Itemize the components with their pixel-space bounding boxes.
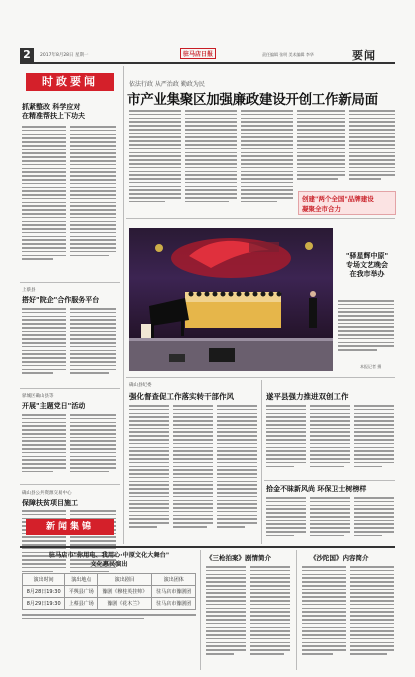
quote-box-line1: 创建"两个全国"品牌建设 [302,195,374,203]
sidebar-article3-kicker: 驿城区确山县等 [22,394,54,399]
sidebar [20,66,120,556]
paper-name: 驻马店日报 [180,48,216,59]
schedule-cell: 驻马店市豫剧团 [152,586,196,598]
photo-divider [126,377,395,378]
sidebar-article3-body-col2 [70,414,116,484]
middle-column-rule [261,380,262,544]
middle-right-body-col3 [354,405,394,477]
schedule-row [23,586,196,598]
photo-caption-body [338,300,394,358]
middle-left-body-col3 [217,405,257,543]
schedule-cell: 上蔡县广场 [65,598,98,610]
quote-box [298,191,396,215]
bottom-band-rule [20,546,395,548]
sidebar-article1-title [22,103,118,121]
lead-body-col3 [241,110,293,214]
schedule-header-cell: 演出地点 [65,574,98,586]
photo-caption [338,252,396,279]
schedule-table [22,573,196,610]
sidebar-article2-body-col2 [70,308,116,386]
bottom-left-title-line2: 文化惠民演出 [90,561,128,568]
bottom-mid-body-col2 [250,566,290,666]
stage-photo [129,228,333,371]
sidebar-divider-2 [20,388,120,389]
schedule-cell: 豫剧《花木兰》 [98,598,152,610]
schedule-note [22,614,196,624]
bottom-right-body-col1 [302,566,346,666]
middle-right-sub-body-col1 [266,497,306,543]
middle-right-title: 遂平县强力推进双创工作 [266,392,349,401]
masthead [0,0,415,62]
middle-left-body-col2 [173,405,213,543]
middle-right-sub-body-col3 [354,497,394,543]
sidebar-article2-title: 搭好"院企"合作服务平台 [22,296,100,304]
schedule-row [23,598,196,610]
sidebar-article3-title: 开展"主题党日"活动 [22,402,86,410]
masthead-rule [20,62,395,64]
middle-right-divider [264,480,395,481]
news-digest-banner: 新闻集锦 [26,519,114,535]
photo-credit: 本报记者 摄 [360,364,382,369]
lead-kicker: 依法行政 从严治政 勤政为民 [129,81,205,88]
middle-right-body-col1 [266,405,306,477]
schedule-header-cell: 演出团体 [152,574,196,586]
date-line: 2017年8月28日 星期一 [40,53,89,58]
photo-caption-line1: "驿星辉中原" [345,252,389,260]
stage-photo-illustration [129,228,333,371]
sidebar-article2-kicker: 上蔡县 [22,288,36,293]
bottom-left-title [20,551,198,569]
section-title: 要闻 [352,49,376,62]
sidebar-article2-body [22,308,66,386]
lead-body-col4 [297,110,345,188]
middle-left-kicker: 确山县纪委 [129,383,152,388]
schedule-cell: 平舆县广场 [65,586,98,598]
middle-right-sub-body-col2 [310,497,350,543]
schedule-header-row [23,574,196,586]
middle-left-body-col1 [129,405,169,543]
schedule-cell: 驻马店市豫剧团 [152,598,196,610]
sidebar-article1-body-col2 [70,126,116,276]
lead-body-col1 [129,110,181,214]
page-number: 2 [20,48,34,62]
sidebar-article1-title-line1: 抓紧整改 科学应对 [22,103,81,111]
lead-divider [126,218,395,219]
sidebar-article1-body [22,126,66,276]
lead-headline: 市产业集聚区加强廉政建设开创工作新局面 [127,92,378,108]
bottom-right-body-col2 [350,566,394,666]
sidebar-column-rule [123,66,124,544]
bottom-right-title: 《沙陀国》内容简介 [310,554,369,562]
photo-caption-line2: 专场文艺晚会 [346,261,388,269]
middle-right-body-col2 [310,405,350,477]
schedule-header-cell: 演出时间 [23,574,65,586]
schedule-cell: 豫剧《穆桂英挂帅》 [98,586,152,598]
sidebar-divider-1 [20,282,120,283]
schedule-header-cell: 演出剧目 [98,574,152,586]
sidebar-article4-kicker: 确山县公共资源交易中心 [22,491,72,496]
editor-line: 责任编辑 张明 美术编辑 李华 [262,52,314,57]
lead-body-col2 [185,110,237,214]
schedule-cell: 8月28日19:30 [23,586,65,598]
bottom-rule-2 [296,550,297,670]
bottom-mid-body-col1 [206,566,246,666]
sidebar-article3-body [22,414,66,484]
bottom-left-title-line1: 驻马店市"你用电、我用心·中原文化大舞台" [48,552,170,559]
middle-left-title: 强化督查促工作落实转干部作风 [129,392,234,401]
bottom-mid-title: 《三枪拍案》剧情简介 [206,554,271,562]
middle-right-sub-title: 拾金不昧新风尚 环保卫士树榜样 [266,485,367,493]
photo-caption-line3: 在我市举办 [349,270,385,278]
bottom-rule-1 [200,550,201,670]
lead-body-col5 [349,110,395,188]
sidebar-divider-3 [20,484,120,485]
quote-box-line2: 凝聚全市合力 [302,205,341,213]
sidebar-banner: 时政要闻 [26,73,114,91]
sidebar-article1-title-line2: 在精准帮扶上下功夫 [22,112,85,120]
sidebar-article4-title: 保障扶贫项目施工 [22,499,78,507]
schedule-cell: 8月29日19:30 [23,598,65,610]
